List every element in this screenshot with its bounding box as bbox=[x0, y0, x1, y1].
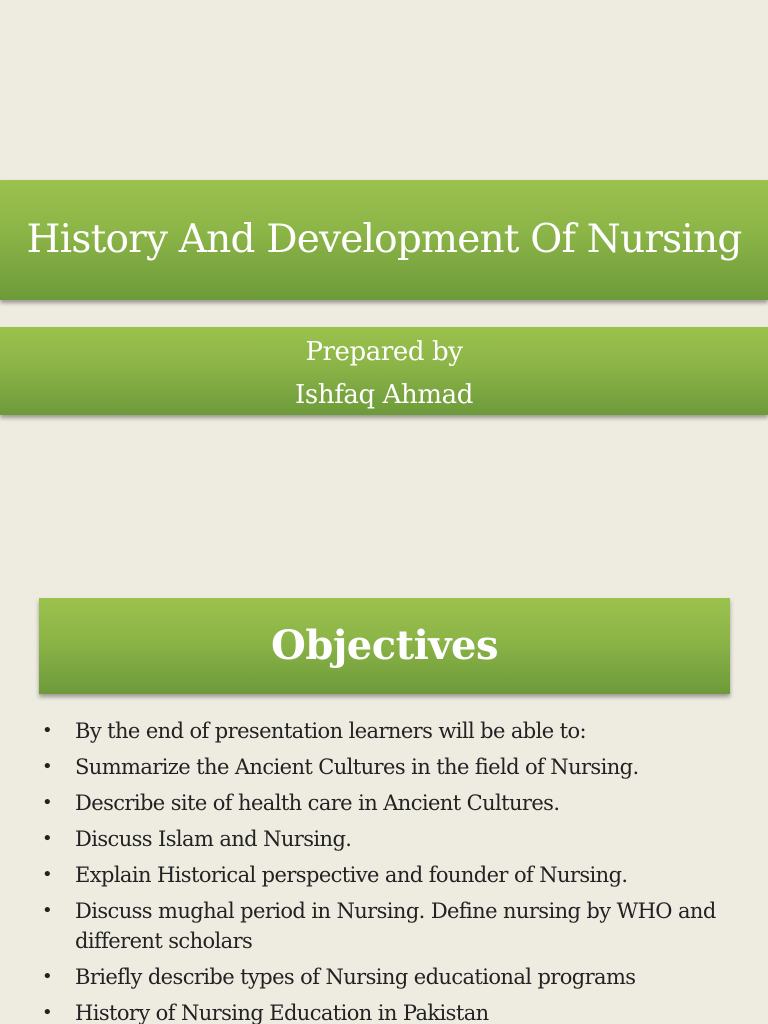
bullet-icon: • bbox=[42, 900, 53, 921]
list-item-text: By the end of presentation learners will be able to: bbox=[75, 719, 587, 743]
list-item bbox=[42, 860, 742, 890]
list-item-text: Discuss Islam and Nursing. bbox=[75, 827, 352, 851]
list-item bbox=[42, 716, 742, 746]
list-item bbox=[42, 998, 742, 1024]
list-item bbox=[42, 788, 742, 818]
list-item-text: Explain Historical perspective and founder of Nursing. bbox=[75, 863, 628, 887]
list-item-text: Summarize the Ancient Cultures in the field of Nursing. bbox=[75, 755, 639, 779]
author-name: Ishfaq Ahmad bbox=[295, 380, 473, 410]
objectives-banner bbox=[39, 598, 730, 694]
bullet-icon: • bbox=[42, 756, 53, 777]
list-item-text: Describe site of health care in Ancient Cultures. bbox=[75, 791, 560, 815]
prepared-by-label: Prepared by bbox=[305, 337, 463, 367]
title-banner bbox=[0, 180, 768, 300]
objectives-heading: Objectives bbox=[271, 622, 498, 669]
bullet-icon: • bbox=[42, 792, 53, 813]
bullet-icon: • bbox=[42, 1002, 53, 1023]
bullet-icon: • bbox=[42, 720, 53, 741]
subtitle-banner bbox=[0, 327, 768, 415]
bullet-icon: • bbox=[42, 966, 53, 987]
list-item-text: History of Nursing Education in Pakistan bbox=[75, 1001, 489, 1024]
slide-title: History And Development Of Nursing bbox=[26, 217, 742, 262]
list-item bbox=[42, 824, 742, 854]
bullet-icon: • bbox=[42, 828, 53, 849]
list-item bbox=[42, 752, 742, 782]
objectives-list bbox=[42, 716, 742, 1024]
list-item bbox=[42, 962, 742, 992]
list-item-text: Discuss mughal period in Nursing. Define nursing by WHO and different scholars bbox=[75, 899, 716, 953]
list-item-text: Briefly describe types of Nursing educational programs bbox=[75, 965, 636, 989]
bullet-icon: • bbox=[42, 864, 53, 885]
list-item bbox=[42, 896, 742, 956]
